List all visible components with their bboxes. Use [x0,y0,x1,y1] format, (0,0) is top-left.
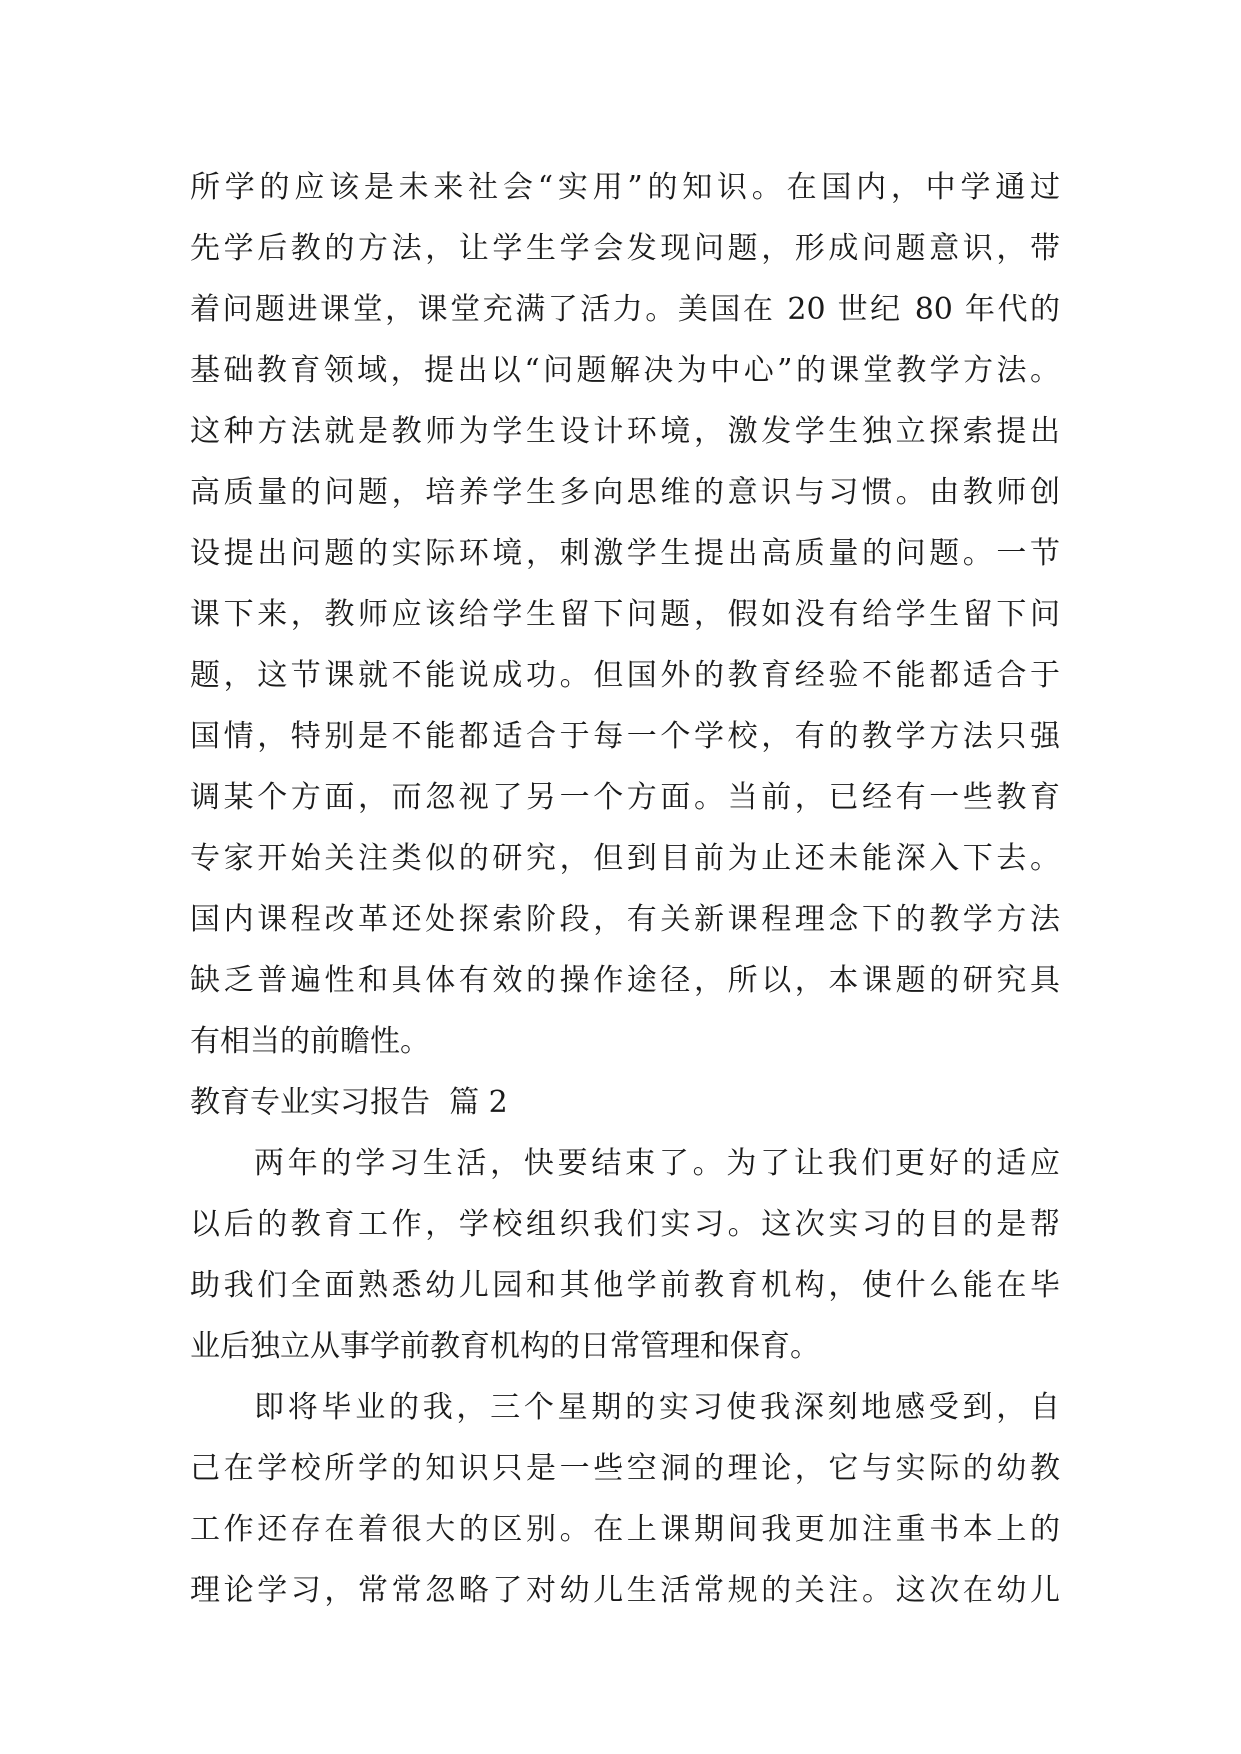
text-line: 设提出问题的实际环境，刺激学生提出高质量的问题。一节 [190,536,1060,571]
text-line: 有相当的前瞻性。 [190,1024,430,1059]
text-line: 助我们全面熟悉幼儿园和其他学前教育机构，使什么能在毕 [190,1268,1060,1303]
text-line: 国内课程改革还处探索阶段，有关新课程理念下的教学方法 [190,902,1060,937]
text-line: 这种方法就是教师为学生设计环境，激发学生独立探索提出 [190,414,1060,449]
text-line: 即将毕业的我，三个星期的实习使我深刻地感受到，自 [254,1390,1060,1425]
text-line: 着问题进课堂，课堂充满了活力。美国在 20 世纪 80 年代的 [190,292,1060,327]
paragraph [190,1133,1060,1377]
text-line: 高质量的问题，培养学生多向思维的意识与习惯。由教师创 [190,475,1060,510]
text-line: 课下来，教师应该给学生留下问题，假如没有给学生留下问 [190,597,1060,632]
text-line: 基础教育领域，提出以“问题解决为中心”的课堂教学方法。 [190,353,1060,388]
text-line: 业后独立从事学前教育机构的日常管理和保育。 [190,1329,820,1364]
section-heading: 教育专业实习报告 篇 2 [190,1085,508,1120]
text-line: 题，这节课就不能说成功。但国外的教育经验不能都适合于 [190,658,1060,693]
document-body [190,157,1060,1621]
text-line: 专家开始关注类似的研究，但到目前为止还未能深入下去。 [190,841,1060,876]
paragraph [190,1377,1060,1621]
text-line: 调某个方面，而忽视了另一个方面。当前，已经有一些教育 [190,780,1060,815]
text-line: 己在学校所学的知识只是一些空洞的理论，它与实际的幼教 [190,1451,1060,1486]
text-line: 两年的学习生活，快要结束了。为了让我们更好的适应 [254,1146,1060,1181]
text-line: 理论学习，常常忽略了对幼儿生活常规的关注。这次在幼儿 [190,1573,1060,1608]
text-line: 缺乏普遍性和具体有效的操作途径，所以，本课题的研究具 [190,963,1060,998]
text-line: 国情，特别是不能都适合于每一个学校，有的教学方法只强 [190,719,1060,754]
paragraph [190,157,1060,1072]
text-line: 以后的教育工作，学校组织我们实习。这次实习的目的是帮 [190,1207,1060,1242]
text-line: 所学的应该是未来社会“实用”的知识。在国内，中学通过 [190,170,1060,205]
text-line: 工作还存在着很大的区别。在上课期间我更加注重书本上的 [190,1512,1060,1547]
text-line: 先学后教的方法，让学生学会发现问题，形成问题意识，带 [190,231,1060,266]
